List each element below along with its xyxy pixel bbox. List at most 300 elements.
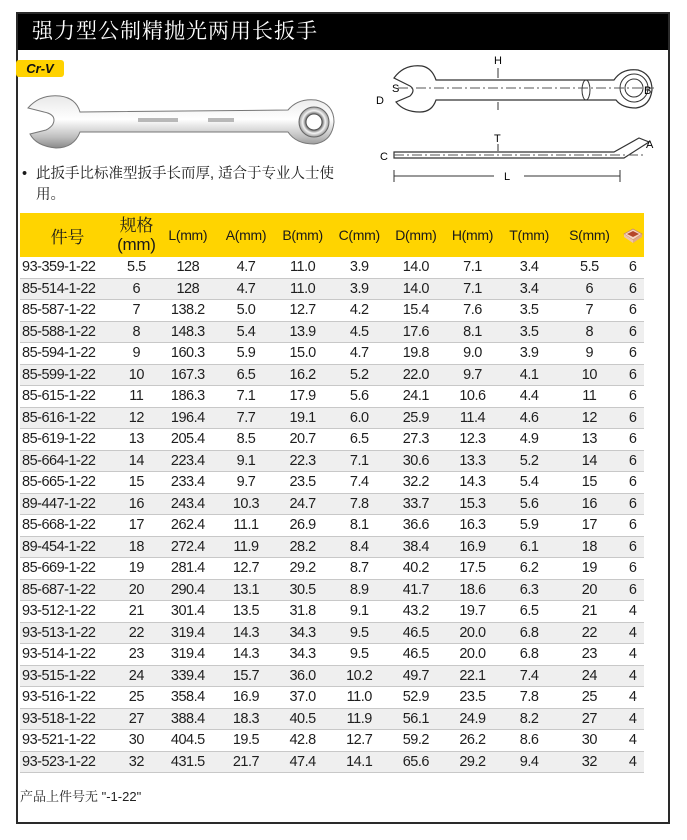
cell-s: 15 xyxy=(557,472,621,494)
cell-b: 23.5 xyxy=(274,472,331,494)
cell-a: 8.5 xyxy=(218,429,275,451)
cell-size: 16 xyxy=(115,493,158,515)
cell-box-quantity: 6 xyxy=(621,429,644,451)
cell-c: 9.5 xyxy=(331,622,388,644)
cell-h: 14.3 xyxy=(444,472,501,494)
table-row xyxy=(20,708,644,730)
col-b: B(mm) xyxy=(274,213,331,257)
cell-l: 233.4 xyxy=(158,472,218,494)
cell-t: 6.8 xyxy=(501,622,558,644)
cell-l: 128 xyxy=(158,257,218,278)
cell-s: 12 xyxy=(557,407,621,429)
cell-part-number: 93-512-1-22 xyxy=(20,601,115,623)
cell-part-number: 93-515-1-22 xyxy=(20,665,115,687)
cell-box-quantity: 4 xyxy=(621,665,644,687)
cell-a: 13.1 xyxy=(218,579,275,601)
cell-t: 5.2 xyxy=(501,450,558,472)
cell-b: 11.0 xyxy=(274,278,331,300)
cell-s: 16 xyxy=(557,493,621,515)
cell-c: 6.0 xyxy=(331,407,388,429)
dimension-diagram xyxy=(364,50,654,210)
cell-l: 339.4 xyxy=(158,665,218,687)
table-row xyxy=(20,601,644,623)
table-header-row xyxy=(20,213,644,257)
cell-box-quantity: 6 xyxy=(621,278,644,300)
cell-d: 30.6 xyxy=(388,450,445,472)
cell-d: 40.2 xyxy=(388,558,445,580)
wrench-photo xyxy=(18,86,338,156)
cell-c: 5.6 xyxy=(331,386,388,408)
cell-box-quantity: 6 xyxy=(621,386,644,408)
cell-size: 17 xyxy=(115,515,158,537)
cell-c: 7.8 xyxy=(331,493,388,515)
cell-box-quantity: 4 xyxy=(621,644,644,666)
cell-d: 17.6 xyxy=(388,321,445,343)
cell-h: 26.2 xyxy=(444,730,501,752)
table-row xyxy=(20,257,644,278)
cell-b: 19.1 xyxy=(274,407,331,429)
cell-d: 14.0 xyxy=(388,278,445,300)
cell-box-quantity: 4 xyxy=(621,601,644,623)
cell-b: 17.9 xyxy=(274,386,331,408)
table-row xyxy=(20,558,644,580)
cell-b: 20.7 xyxy=(274,429,331,451)
cell-l: 160.3 xyxy=(158,343,218,365)
cell-part-number: 85-619-1-22 xyxy=(20,429,115,451)
cell-b: 34.3 xyxy=(274,644,331,666)
cell-part-number: 85-616-1-22 xyxy=(20,407,115,429)
spec-table-body xyxy=(20,257,644,773)
cell-t: 3.4 xyxy=(501,257,558,278)
cell-part-number: 93-518-1-22 xyxy=(20,708,115,730)
cell-l: 205.4 xyxy=(158,429,218,451)
cell-s: 11 xyxy=(557,386,621,408)
cell-l: 128 xyxy=(158,278,218,300)
cell-b: 30.5 xyxy=(274,579,331,601)
cell-d: 38.4 xyxy=(388,536,445,558)
cell-part-number: 85-615-1-22 xyxy=(20,386,115,408)
cell-c: 8.4 xyxy=(331,536,388,558)
cell-c: 4.2 xyxy=(331,300,388,322)
svg-text:T: T xyxy=(494,133,501,145)
cell-h: 7.1 xyxy=(444,278,501,300)
cell-t: 9.4 xyxy=(501,751,558,773)
cell-a: 13.5 xyxy=(218,601,275,623)
cell-s: 20 xyxy=(557,579,621,601)
col-a: A(mm) xyxy=(218,213,275,257)
spec-table xyxy=(20,213,644,773)
cell-h: 23.5 xyxy=(444,687,501,709)
cell-c: 11.0 xyxy=(331,687,388,709)
label-b: B xyxy=(644,85,652,97)
cell-s: 24 xyxy=(557,665,621,687)
cell-s: 22 xyxy=(557,622,621,644)
cell-s: 27 xyxy=(557,708,621,730)
cell-b: 37.0 xyxy=(274,687,331,709)
cell-part-number: 93-516-1-22 xyxy=(20,687,115,709)
cell-l: 148.3 xyxy=(158,321,218,343)
table-row xyxy=(20,644,644,666)
cell-l: 319.4 xyxy=(158,622,218,644)
cell-size: 14 xyxy=(115,450,158,472)
cell-t: 3.4 xyxy=(501,278,558,300)
cell-d: 22.0 xyxy=(388,364,445,386)
cell-d: 46.5 xyxy=(388,622,445,644)
cell-a: 5.0 xyxy=(218,300,275,322)
cell-b: 29.2 xyxy=(274,558,331,580)
table-row xyxy=(20,386,644,408)
cell-a: 11.9 xyxy=(218,536,275,558)
cell-box-quantity: 4 xyxy=(621,708,644,730)
cell-l: 301.4 xyxy=(158,601,218,623)
cell-l: 358.4 xyxy=(158,687,218,709)
cell-size: 11 xyxy=(115,386,158,408)
cell-box-quantity: 6 xyxy=(621,472,644,494)
cell-l: 223.4 xyxy=(158,450,218,472)
cell-b: 31.8 xyxy=(274,601,331,623)
cell-l: 138.2 xyxy=(158,300,218,322)
cell-b: 28.2 xyxy=(274,536,331,558)
cell-part-number: 85-669-1-22 xyxy=(20,558,115,580)
cell-t: 3.9 xyxy=(501,343,558,365)
cell-a: 6.5 xyxy=(218,364,275,386)
cell-size: 5.5 xyxy=(115,257,158,278)
cell-part-number: 85-599-1-22 xyxy=(20,364,115,386)
cell-d: 33.7 xyxy=(388,493,445,515)
table-row xyxy=(20,278,644,300)
cell-size: 9 xyxy=(115,343,158,365)
table-row xyxy=(20,730,644,752)
cell-c: 10.2 xyxy=(331,665,388,687)
cell-size: 23 xyxy=(115,644,158,666)
cell-b: 26.9 xyxy=(274,515,331,537)
cell-c: 3.9 xyxy=(331,257,388,278)
cell-t: 6.1 xyxy=(501,536,558,558)
cell-size: 32 xyxy=(115,751,158,773)
cell-d: 41.7 xyxy=(388,579,445,601)
cell-a: 4.7 xyxy=(218,257,275,278)
cell-l: 262.4 xyxy=(158,515,218,537)
cell-l: 243.4 xyxy=(158,493,218,515)
cell-d: 65.6 xyxy=(388,751,445,773)
cell-box-quantity: 4 xyxy=(621,687,644,709)
cell-part-number: 89-454-1-22 xyxy=(20,536,115,558)
cell-t: 5.6 xyxy=(501,493,558,515)
cell-b: 36.0 xyxy=(274,665,331,687)
cell-c: 7.1 xyxy=(331,450,388,472)
cell-t: 4.1 xyxy=(501,364,558,386)
cell-h: 15.3 xyxy=(444,493,501,515)
cell-d: 14.0 xyxy=(388,257,445,278)
cell-h: 12.3 xyxy=(444,429,501,451)
cell-h: 17.5 xyxy=(444,558,501,580)
cell-h: 24.9 xyxy=(444,708,501,730)
cell-d: 59.2 xyxy=(388,730,445,752)
svg-text:D: D xyxy=(376,95,384,107)
cell-t: 5.9 xyxy=(501,515,558,537)
cell-box-quantity: 6 xyxy=(621,558,644,580)
cell-l: 404.5 xyxy=(158,730,218,752)
cell-l: 186.3 xyxy=(158,386,218,408)
cell-h: 20.0 xyxy=(444,622,501,644)
cell-size: 25 xyxy=(115,687,158,709)
cell-c: 8.1 xyxy=(331,515,388,537)
cell-t: 7.4 xyxy=(501,665,558,687)
cell-a: 5.4 xyxy=(218,321,275,343)
cell-h: 20.0 xyxy=(444,644,501,666)
cell-box-quantity: 6 xyxy=(621,536,644,558)
cell-box-quantity: 6 xyxy=(621,579,644,601)
cell-d: 49.7 xyxy=(388,665,445,687)
cell-s: 19 xyxy=(557,558,621,580)
cell-c: 11.9 xyxy=(331,708,388,730)
table-row xyxy=(20,751,644,773)
col-h: H(mm) xyxy=(444,213,501,257)
cell-size: 18 xyxy=(115,536,158,558)
cell-size: 27 xyxy=(115,708,158,730)
cell-c: 9.5 xyxy=(331,644,388,666)
cell-s: 8 xyxy=(557,321,621,343)
cell-h: 16.3 xyxy=(444,515,501,537)
table-row xyxy=(20,343,644,365)
cell-h: 11.4 xyxy=(444,407,501,429)
cell-l: 388.4 xyxy=(158,708,218,730)
cell-h: 7.6 xyxy=(444,300,501,322)
cell-box-quantity: 6 xyxy=(621,300,644,322)
cell-s: 30 xyxy=(557,730,621,752)
cell-size: 7 xyxy=(115,300,158,322)
cell-d: 19.8 xyxy=(388,343,445,365)
cell-b: 13.9 xyxy=(274,321,331,343)
material-badge: Cr-V xyxy=(16,60,64,77)
cell-a: 14.3 xyxy=(218,644,275,666)
cell-s: 10 xyxy=(557,364,621,386)
table-row xyxy=(20,407,644,429)
cell-size: 13 xyxy=(115,429,158,451)
cell-t: 3.5 xyxy=(501,321,558,343)
table-row xyxy=(20,493,644,515)
table-row xyxy=(20,300,644,322)
cell-l: 290.4 xyxy=(158,579,218,601)
cell-l: 319.4 xyxy=(158,644,218,666)
cell-part-number: 89-447-1-22 xyxy=(20,493,115,515)
cell-a: 15.7 xyxy=(218,665,275,687)
cell-box-quantity: 6 xyxy=(621,343,644,365)
cell-l: 167.3 xyxy=(158,364,218,386)
col-part-number: 件号 xyxy=(20,213,115,257)
cell-h: 10.6 xyxy=(444,386,501,408)
cell-part-number: 93-359-1-22 xyxy=(20,257,115,278)
product-description xyxy=(22,164,352,206)
box-quantity-icon xyxy=(622,226,644,244)
cell-h: 29.2 xyxy=(444,751,501,773)
cell-size: 12 xyxy=(115,407,158,429)
col-s xyxy=(557,213,621,257)
cell-c: 4.7 xyxy=(331,343,388,365)
cell-s: 14 xyxy=(557,450,621,472)
table-row xyxy=(20,515,644,537)
cell-d: 32.2 xyxy=(388,472,445,494)
cell-t: 5.4 xyxy=(501,472,558,494)
cell-d: 36.6 xyxy=(388,515,445,537)
table-row xyxy=(20,321,644,343)
cell-size: 8 xyxy=(115,321,158,343)
cell-size: 10 xyxy=(115,364,158,386)
cell-size: 15 xyxy=(115,472,158,494)
cell-b: 16.2 xyxy=(274,364,331,386)
cell-h: 7.1 xyxy=(444,257,501,278)
description-text: 此扳手比标准型扳手长而厚, 适合于专业人士使用。 xyxy=(36,166,335,203)
cell-c: 5.2 xyxy=(331,364,388,386)
table-row xyxy=(20,622,644,644)
col-box-quantity xyxy=(621,213,644,257)
cell-d: 43.2 xyxy=(388,601,445,623)
cell-part-number: 93-513-1-22 xyxy=(20,622,115,644)
label-h: H xyxy=(494,55,502,67)
cell-a: 21.7 xyxy=(218,751,275,773)
cell-h: 16.9 xyxy=(444,536,501,558)
cell-a: 4.7 xyxy=(218,278,275,300)
cell-b: 34.3 xyxy=(274,622,331,644)
cell-s: 23 xyxy=(557,644,621,666)
cell-a: 7.7 xyxy=(218,407,275,429)
svg-text:A: A xyxy=(646,139,654,151)
col-s-label: S(mm) xyxy=(569,227,610,243)
cell-box-quantity: 6 xyxy=(621,515,644,537)
table-row xyxy=(20,579,644,601)
cell-h: 22.1 xyxy=(444,665,501,687)
col-l: L(mm) xyxy=(158,213,218,257)
cell-h: 13.3 xyxy=(444,450,501,472)
bullet-icon: • xyxy=(22,166,28,182)
col-size xyxy=(115,213,158,257)
cell-s: 13 xyxy=(557,429,621,451)
cell-s: 32 xyxy=(557,751,621,773)
cell-s: 5.5 xyxy=(557,257,621,278)
cell-part-number: 85-587-1-22 xyxy=(20,300,115,322)
svg-text:S: S xyxy=(392,83,400,95)
col-t: T(mm) xyxy=(501,213,558,257)
cell-box-quantity: 4 xyxy=(621,730,644,752)
cell-s: 9 xyxy=(557,343,621,365)
cell-size: 19 xyxy=(115,558,158,580)
cell-part-number: 85-594-1-22 xyxy=(20,343,115,365)
cell-box-quantity: 6 xyxy=(621,257,644,278)
cell-d: 27.3 xyxy=(388,429,445,451)
cell-c: 12.7 xyxy=(331,730,388,752)
cell-b: 22.3 xyxy=(274,450,331,472)
cell-part-number: 85-664-1-22 xyxy=(20,450,115,472)
cell-a: 16.9 xyxy=(218,687,275,709)
cell-part-number: 85-588-1-22 xyxy=(20,321,115,343)
col-c: C(mm) xyxy=(331,213,388,257)
cell-s: 7 xyxy=(557,300,621,322)
cell-l: 431.5 xyxy=(158,751,218,773)
cell-box-quantity: 4 xyxy=(621,622,644,644)
cell-h: 8.1 xyxy=(444,321,501,343)
cell-b: 42.8 xyxy=(274,730,331,752)
cell-l: 196.4 xyxy=(158,407,218,429)
cell-size: 24 xyxy=(115,665,158,687)
cell-c: 9.1 xyxy=(331,601,388,623)
cell-t: 4.9 xyxy=(501,429,558,451)
cell-c: 7.4 xyxy=(331,472,388,494)
cell-a: 14.3 xyxy=(218,622,275,644)
cell-part-number: 85-665-1-22 xyxy=(20,472,115,494)
cell-t: 7.8 xyxy=(501,687,558,709)
cell-a: 12.7 xyxy=(218,558,275,580)
table-row xyxy=(20,687,644,709)
cell-box-quantity: 6 xyxy=(621,321,644,343)
cell-d: 24.1 xyxy=(388,386,445,408)
cell-size: 6 xyxy=(115,278,158,300)
cell-t: 4.6 xyxy=(501,407,558,429)
table-row xyxy=(20,472,644,494)
cell-a: 10.3 xyxy=(218,493,275,515)
cell-t: 6.2 xyxy=(501,558,558,580)
cell-b: 24.7 xyxy=(274,493,331,515)
cell-part-number: 93-523-1-22 xyxy=(20,751,115,773)
cell-box-quantity: 6 xyxy=(621,450,644,472)
cell-size: 20 xyxy=(115,579,158,601)
cell-part-number: 93-521-1-22 xyxy=(20,730,115,752)
cell-s: 17 xyxy=(557,515,621,537)
cell-d: 15.4 xyxy=(388,300,445,322)
cell-c: 6.5 xyxy=(331,429,388,451)
cell-c: 8.7 xyxy=(331,558,388,580)
cell-t: 6.5 xyxy=(501,601,558,623)
cell-s: 18 xyxy=(557,536,621,558)
cell-s: 25 xyxy=(557,687,621,709)
cell-a: 7.1 xyxy=(218,386,275,408)
cell-a: 18.3 xyxy=(218,708,275,730)
cell-b: 11.0 xyxy=(274,257,331,278)
cell-d: 25.9 xyxy=(388,407,445,429)
cell-size: 30 xyxy=(115,730,158,752)
cell-d: 52.9 xyxy=(388,687,445,709)
cell-a: 11.1 xyxy=(218,515,275,537)
cell-a: 5.9 xyxy=(218,343,275,365)
cell-t: 6.8 xyxy=(501,644,558,666)
cell-box-quantity: 4 xyxy=(621,751,644,773)
cell-a: 9.7 xyxy=(218,472,275,494)
cell-part-number: 93-514-1-22 xyxy=(20,644,115,666)
col-size-line1: 规格 xyxy=(119,216,154,235)
cell-l: 272.4 xyxy=(158,536,218,558)
cell-h: 9.7 xyxy=(444,364,501,386)
cell-part-number: 85-687-1-22 xyxy=(20,579,115,601)
cell-t: 3.5 xyxy=(501,300,558,322)
cell-c: 8.9 xyxy=(331,579,388,601)
cell-h: 19.7 xyxy=(444,601,501,623)
cell-t: 4.4 xyxy=(501,386,558,408)
cell-d: 46.5 xyxy=(388,644,445,666)
svg-text:L: L xyxy=(504,171,511,183)
cell-part-number: 85-668-1-22 xyxy=(20,515,115,537)
table-row xyxy=(20,429,644,451)
cell-t: 6.3 xyxy=(501,579,558,601)
cell-h: 9.0 xyxy=(444,343,501,365)
table-row xyxy=(20,665,644,687)
col-size-line2: (mm) xyxy=(117,235,156,254)
cell-box-quantity: 6 xyxy=(621,493,644,515)
cell-c: 3.9 xyxy=(331,278,388,300)
cell-t: 8.2 xyxy=(501,708,558,730)
cell-d: 56.1 xyxy=(388,708,445,730)
cell-box-quantity: 6 xyxy=(621,364,644,386)
cell-s: 21 xyxy=(557,601,621,623)
table-row xyxy=(20,536,644,558)
